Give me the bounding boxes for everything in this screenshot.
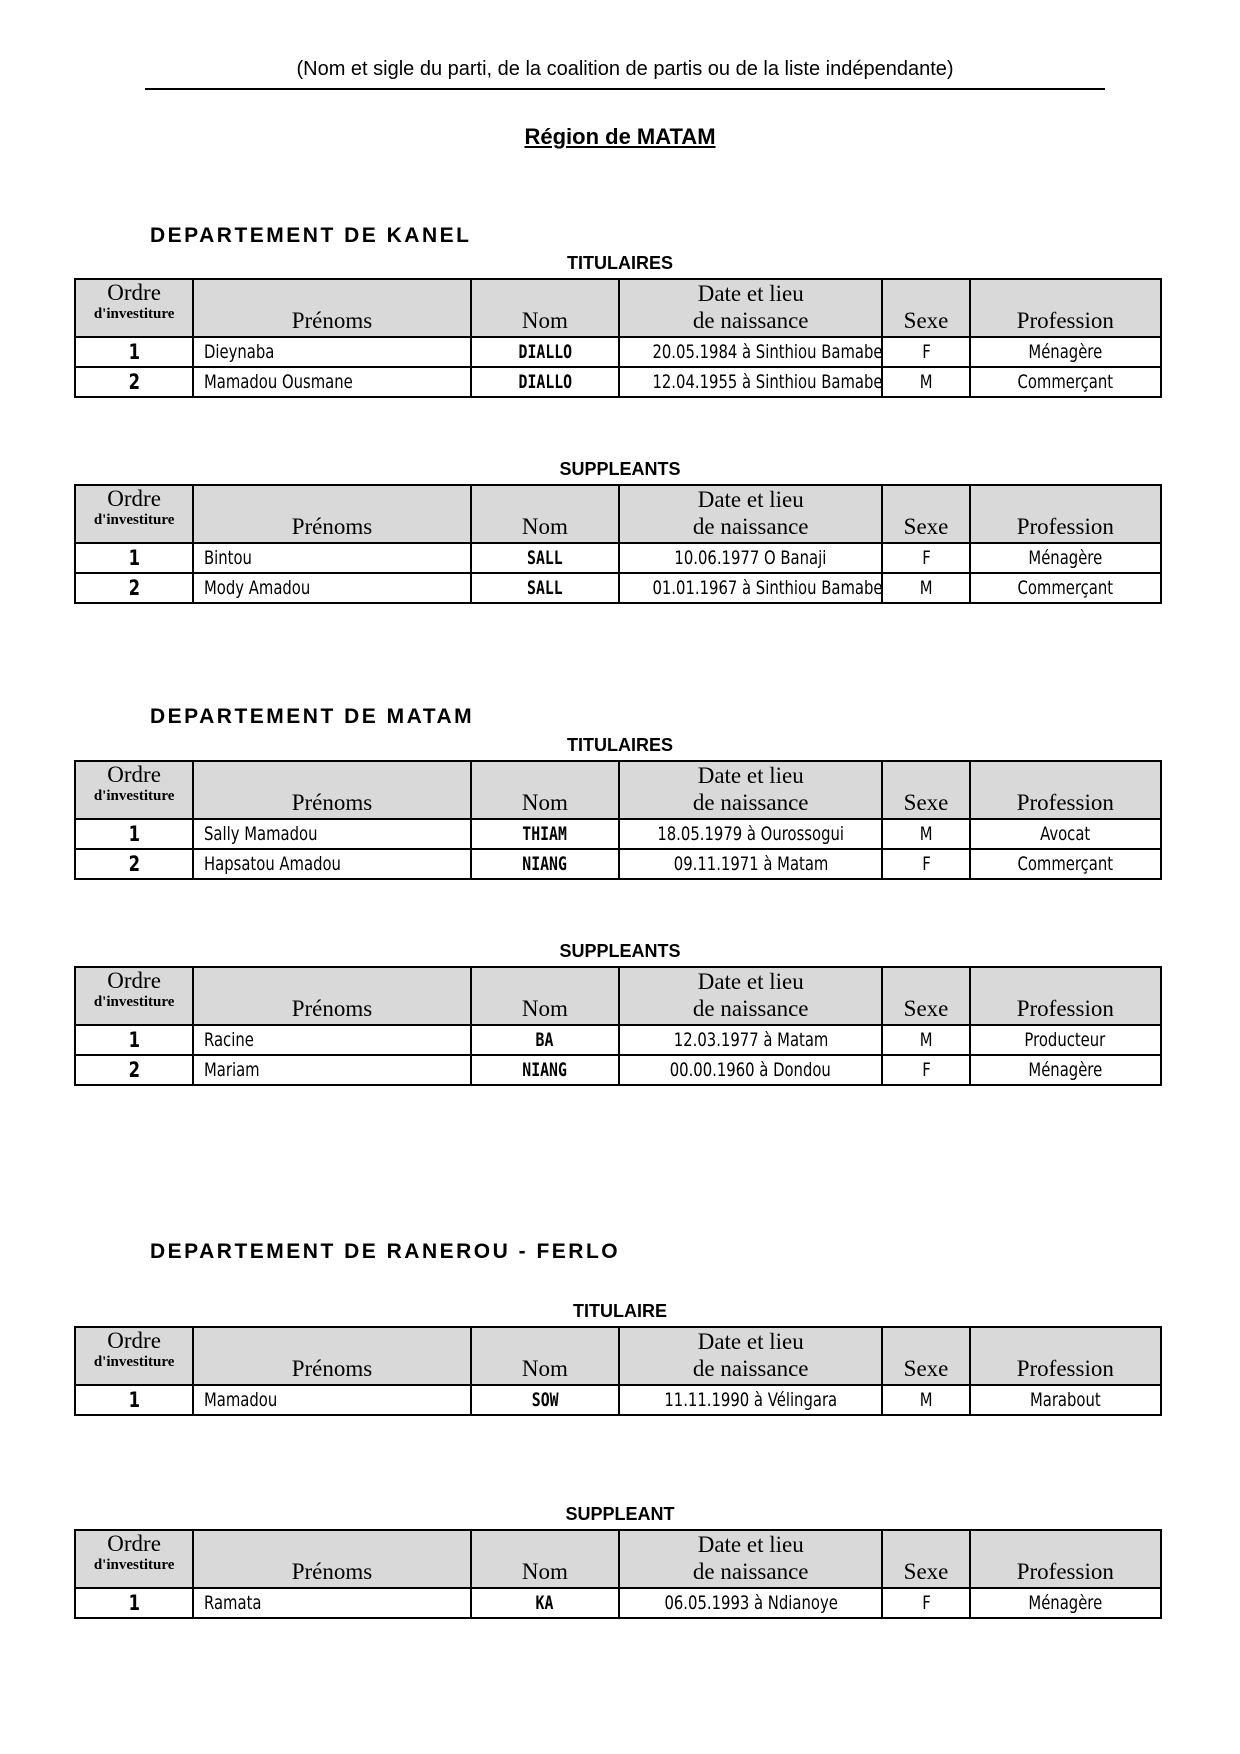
column-header-date-line2: de naissance	[692, 1356, 809, 1381]
column-header-nom: Nom	[471, 1327, 619, 1385]
cell-sexe	[882, 819, 969, 849]
column-header-sexe: Sexe	[882, 485, 969, 543]
column-header-date-lieu	[619, 485, 882, 543]
table-header-row	[75, 485, 1161, 543]
cell-prenoms	[193, 337, 471, 367]
table-header-row	[75, 761, 1161, 819]
column-header-date-line2: de naissance	[692, 1559, 809, 1584]
cell-profession	[970, 543, 1161, 573]
column-header-ordre-label: Ordre	[107, 968, 161, 993]
column-header-ordre-sub: d'investiture	[93, 1557, 175, 1573]
cell-sexe	[882, 1588, 969, 1618]
cell-date-lieu	[619, 367, 882, 397]
department-title-matam: DEPARTEMENT DE MATAM	[150, 705, 475, 728]
cell-sexe-text: F	[921, 547, 931, 569]
column-header-ordre	[75, 1327, 193, 1385]
cell-profession-text: Ménagère	[1028, 1592, 1103, 1614]
column-header-ordre-sub: d'investiture	[93, 994, 175, 1010]
cell-date-lieu-text: 10.06.1977 O Banaji	[674, 547, 827, 569]
column-header-date-lieu	[619, 279, 882, 337]
table-titulaires-kanel	[74, 278, 1162, 398]
cell-date-lieu	[619, 1385, 882, 1415]
column-header-ordre-label: Ordre	[107, 1328, 161, 1353]
column-header-date-lieu	[619, 1327, 882, 1385]
cell-nom	[471, 367, 619, 397]
column-header-date-line1: Date et lieu	[697, 281, 804, 306]
cell-nom-text: SALL	[526, 577, 563, 599]
section-label-titulaires: TITULAIRES	[567, 253, 673, 273]
column-header-profession: Profession	[970, 1530, 1161, 1588]
table-titulaire-ranerou-ferlo	[74, 1326, 1162, 1416]
cell-date-lieu	[619, 1025, 882, 1055]
cell-ordre	[75, 1025, 193, 1055]
cell-sexe-text: F	[921, 853, 931, 875]
cell-profession	[970, 337, 1161, 367]
cell-date-lieu-text: 12.04.1955 à Sinthiou Bamabe	[652, 371, 883, 393]
department-title-kanel: DEPARTEMENT DE KANEL	[150, 224, 472, 247]
table-row	[75, 849, 1161, 879]
cell-date-lieu	[619, 1055, 882, 1085]
cell-prenoms	[193, 367, 471, 397]
cell-profession	[970, 1025, 1161, 1055]
cell-profession	[970, 1385, 1161, 1415]
cell-sexe-text: M	[919, 577, 933, 599]
cell-sexe-text: F	[921, 1059, 931, 1081]
cell-prenoms-text: Bintou	[204, 547, 253, 569]
cell-nom	[471, 337, 619, 367]
cell-profession	[970, 1588, 1161, 1618]
column-header-nom: Nom	[471, 485, 619, 543]
column-header-date-line2: de naissance	[692, 514, 809, 539]
cell-ordre-text: 2	[128, 852, 140, 876]
cell-profession	[970, 849, 1161, 879]
column-header-date-line1: Date et lieu	[697, 487, 804, 512]
column-header-nom: Nom	[471, 761, 619, 819]
party-name-placeholder: (Nom et sigle du parti, de la coalition de partis ou de la liste indépendante)	[296, 58, 954, 80]
table-header-row	[75, 279, 1161, 337]
table-suppleants-matam	[74, 966, 1162, 1086]
cell-profession-text: Producteur	[1024, 1029, 1106, 1051]
cell-profession-text: Commerçant	[1017, 577, 1114, 599]
cell-sexe	[882, 337, 969, 367]
column-header-profession: Profession	[970, 485, 1161, 543]
cell-date-lieu	[619, 819, 882, 849]
cell-prenoms	[193, 573, 471, 603]
cell-nom-text: DIALLO	[518, 341, 572, 363]
cell-ordre	[75, 1588, 193, 1618]
cell-ordre-text: 1	[128, 340, 140, 364]
cell-sexe-text: F	[921, 1592, 931, 1614]
cell-date-lieu-text: 00.00.1960 à Dondou	[670, 1059, 832, 1081]
column-header-ordre	[75, 761, 193, 819]
table-row	[75, 1025, 1161, 1055]
column-header-ordre-sub: d'investiture	[93, 1354, 175, 1370]
column-header-ordre	[75, 967, 193, 1025]
cell-date-lieu-text: 09.11.1971 à Matam	[673, 853, 828, 875]
cell-date-lieu	[619, 573, 882, 603]
table-suppleants-kanel	[74, 484, 1162, 604]
cell-ordre	[75, 849, 193, 879]
cell-prenoms-text: Sally Mamadou	[204, 823, 318, 845]
cell-nom-text: SALL	[526, 547, 563, 569]
cell-date-lieu-text: 12.03.1977 à Matam	[673, 1029, 828, 1051]
cell-profession-text: Commerçant	[1017, 853, 1114, 875]
cell-sexe-text: M	[919, 1389, 933, 1411]
section-label-suppleants: SUPPLEANTS	[559, 459, 681, 479]
column-header-nom: Nom	[471, 279, 619, 337]
cell-nom	[471, 543, 619, 573]
cell-prenoms-text: Mamadou Ousmane	[204, 371, 353, 393]
cell-date-lieu-text: 06.05.1993 à Ndianoye	[664, 1592, 838, 1614]
cell-prenoms-text: Ramata	[204, 1592, 262, 1614]
cell-ordre-text: 1	[128, 822, 140, 846]
header-rule	[145, 88, 1105, 90]
cell-sexe-text: F	[921, 341, 931, 363]
cell-nom-text: DIALLO	[518, 371, 572, 393]
cell-prenoms-text: Mody Amadou	[204, 577, 311, 599]
department-title-ranerou-ferlo: DEPARTEMENT DE RANEROU - FERLO	[150, 1240, 621, 1263]
cell-sexe	[882, 849, 969, 879]
table-header-row	[75, 1327, 1161, 1385]
cell-nom	[471, 1385, 619, 1415]
column-header-sexe: Sexe	[882, 1327, 969, 1385]
column-header-ordre-sub: d'investiture	[93, 788, 175, 804]
cell-ordre	[75, 573, 193, 603]
cell-sexe-text: M	[919, 823, 933, 845]
cell-profession-text: Ménagère	[1028, 341, 1103, 363]
column-header-sexe: Sexe	[882, 279, 969, 337]
cell-nom-text: BA	[535, 1029, 554, 1051]
column-header-profession: Profession	[970, 279, 1161, 337]
cell-date-lieu	[619, 337, 882, 367]
cell-nom-text: SOW	[531, 1389, 559, 1411]
table-row	[75, 573, 1161, 603]
cell-profession-text: Commerçant	[1017, 371, 1114, 393]
column-header-ordre-sub: d'investiture	[93, 306, 175, 322]
cell-nom-text: KA	[535, 1592, 554, 1614]
cell-sexe	[882, 573, 969, 603]
column-header-prenoms: Prénoms	[193, 279, 471, 337]
cell-prenoms	[193, 819, 471, 849]
column-header-date-line1: Date et lieu	[697, 1532, 804, 1557]
column-header-prenoms: Prénoms	[193, 967, 471, 1025]
cell-sexe-text: M	[919, 371, 933, 393]
cell-nom-text: THIAM	[522, 823, 568, 845]
table-row	[75, 1385, 1161, 1415]
column-header-prenoms: Prénoms	[193, 761, 471, 819]
cell-sexe	[882, 543, 969, 573]
cell-profession	[970, 819, 1161, 849]
cell-prenoms	[193, 1025, 471, 1055]
column-header-ordre-label: Ordre	[107, 1531, 161, 1556]
cell-sexe	[882, 1025, 969, 1055]
column-header-profession: Profession	[970, 967, 1161, 1025]
cell-ordre	[75, 1055, 193, 1085]
cell-ordre-text: 2	[128, 576, 140, 600]
cell-nom	[471, 1588, 619, 1618]
cell-ordre	[75, 543, 193, 573]
column-header-ordre	[75, 279, 193, 337]
table-row	[75, 1588, 1161, 1618]
column-header-date-lieu	[619, 761, 882, 819]
column-header-ordre-label: Ordre	[107, 762, 161, 787]
cell-nom	[471, 819, 619, 849]
cell-ordre	[75, 819, 193, 849]
column-header-nom: Nom	[471, 967, 619, 1025]
table-suppleant-ranerou-ferlo	[74, 1529, 1162, 1619]
region-title: Région de MATAM	[524, 124, 716, 149]
column-header-nom: Nom	[471, 1530, 619, 1588]
cell-nom	[471, 1055, 619, 1085]
table-row	[75, 543, 1161, 573]
cell-date-lieu-text: 01.01.1967 à Sinthiou Bamabe	[652, 577, 883, 599]
cell-nom	[471, 849, 619, 879]
cell-profession-text: Ménagère	[1028, 547, 1103, 569]
table-row	[75, 1055, 1161, 1085]
cell-prenoms-text: Hapsatou Amadou	[204, 853, 342, 875]
cell-ordre-text: 1	[128, 1028, 140, 1052]
cell-prenoms-text: Mamadou	[204, 1389, 278, 1411]
column-header-date-line2: de naissance	[692, 308, 809, 333]
cell-ordre-text: 1	[128, 1591, 140, 1615]
table-header-row	[75, 967, 1161, 1025]
column-header-prenoms: Prénoms	[193, 1327, 471, 1385]
column-header-date-line1: Date et lieu	[697, 763, 804, 788]
cell-sexe	[882, 1385, 969, 1415]
cell-date-lieu-text: 18.05.1979 à Ourossogui	[657, 823, 845, 845]
cell-date-lieu	[619, 849, 882, 879]
column-header-date-line1: Date et lieu	[697, 969, 804, 994]
cell-nom-text: NIANG	[522, 853, 568, 875]
cell-nom-text: NIANG	[522, 1059, 568, 1081]
cell-prenoms	[193, 849, 471, 879]
cell-prenoms	[193, 1055, 471, 1085]
column-header-sexe: Sexe	[882, 761, 969, 819]
cell-ordre	[75, 367, 193, 397]
table-header-row	[75, 1530, 1161, 1588]
cell-profession	[970, 1055, 1161, 1085]
cell-ordre-text: 1	[128, 1388, 140, 1412]
column-header-ordre-label: Ordre	[107, 280, 161, 305]
column-header-date-line1: Date et lieu	[697, 1329, 804, 1354]
cell-prenoms	[193, 1385, 471, 1415]
cell-sexe-text: M	[919, 1029, 933, 1051]
cell-ordre-text: 2	[128, 370, 140, 394]
table-titulaires-matam	[74, 760, 1162, 880]
cell-ordre	[75, 1385, 193, 1415]
column-header-date-line2: de naissance	[692, 996, 809, 1021]
column-header-prenoms: Prénoms	[193, 1530, 471, 1588]
column-header-date-lieu	[619, 967, 882, 1025]
cell-profession	[970, 573, 1161, 603]
column-header-ordre-sub: d'investiture	[93, 512, 175, 528]
column-header-ordre-label: Ordre	[107, 486, 161, 511]
table-row	[75, 337, 1161, 367]
column-header-sexe: Sexe	[882, 967, 969, 1025]
cell-date-lieu	[619, 1588, 882, 1618]
section-label-suppleant: SUPPLEANT	[565, 1504, 675, 1524]
column-header-date-lieu	[619, 1530, 882, 1588]
section-label-titulaires: TITULAIRES	[567, 735, 673, 755]
column-header-ordre	[75, 1530, 193, 1588]
cell-sexe	[882, 367, 969, 397]
column-header-date-line2: de naissance	[692, 790, 809, 815]
column-header-prenoms: Prénoms	[193, 485, 471, 543]
cell-nom	[471, 573, 619, 603]
column-header-ordre	[75, 485, 193, 543]
column-header-profession: Profession	[970, 761, 1161, 819]
cell-prenoms-text: Mariam	[204, 1059, 260, 1081]
cell-ordre	[75, 337, 193, 367]
cell-profession	[970, 367, 1161, 397]
cell-date-lieu-text: 11.11.1990 à Vélingara	[664, 1389, 838, 1411]
cell-ordre-text: 2	[128, 1058, 140, 1082]
cell-date-lieu	[619, 543, 882, 573]
column-header-profession: Profession	[970, 1327, 1161, 1385]
cell-ordre-text: 1	[128, 546, 140, 570]
cell-prenoms-text: Racine	[204, 1029, 255, 1051]
cell-sexe	[882, 1055, 969, 1085]
cell-profession-text: Avocat	[1040, 823, 1091, 845]
cell-prenoms-text: Dieynaba	[204, 341, 275, 363]
cell-profession-text: Marabout	[1029, 1389, 1101, 1411]
table-row	[75, 367, 1161, 397]
cell-prenoms	[193, 1588, 471, 1618]
section-label-titulaire: TITULAIRE	[573, 1301, 667, 1321]
column-header-sexe: Sexe	[882, 1530, 969, 1588]
section-label-suppleants: SUPPLEANTS	[559, 941, 681, 961]
table-row	[75, 819, 1161, 849]
cell-prenoms	[193, 543, 471, 573]
cell-nom	[471, 1025, 619, 1055]
cell-profession-text: Ménagère	[1028, 1059, 1103, 1081]
cell-date-lieu-text: 20.05.1984 à Sinthiou Bamabe	[652, 341, 883, 363]
